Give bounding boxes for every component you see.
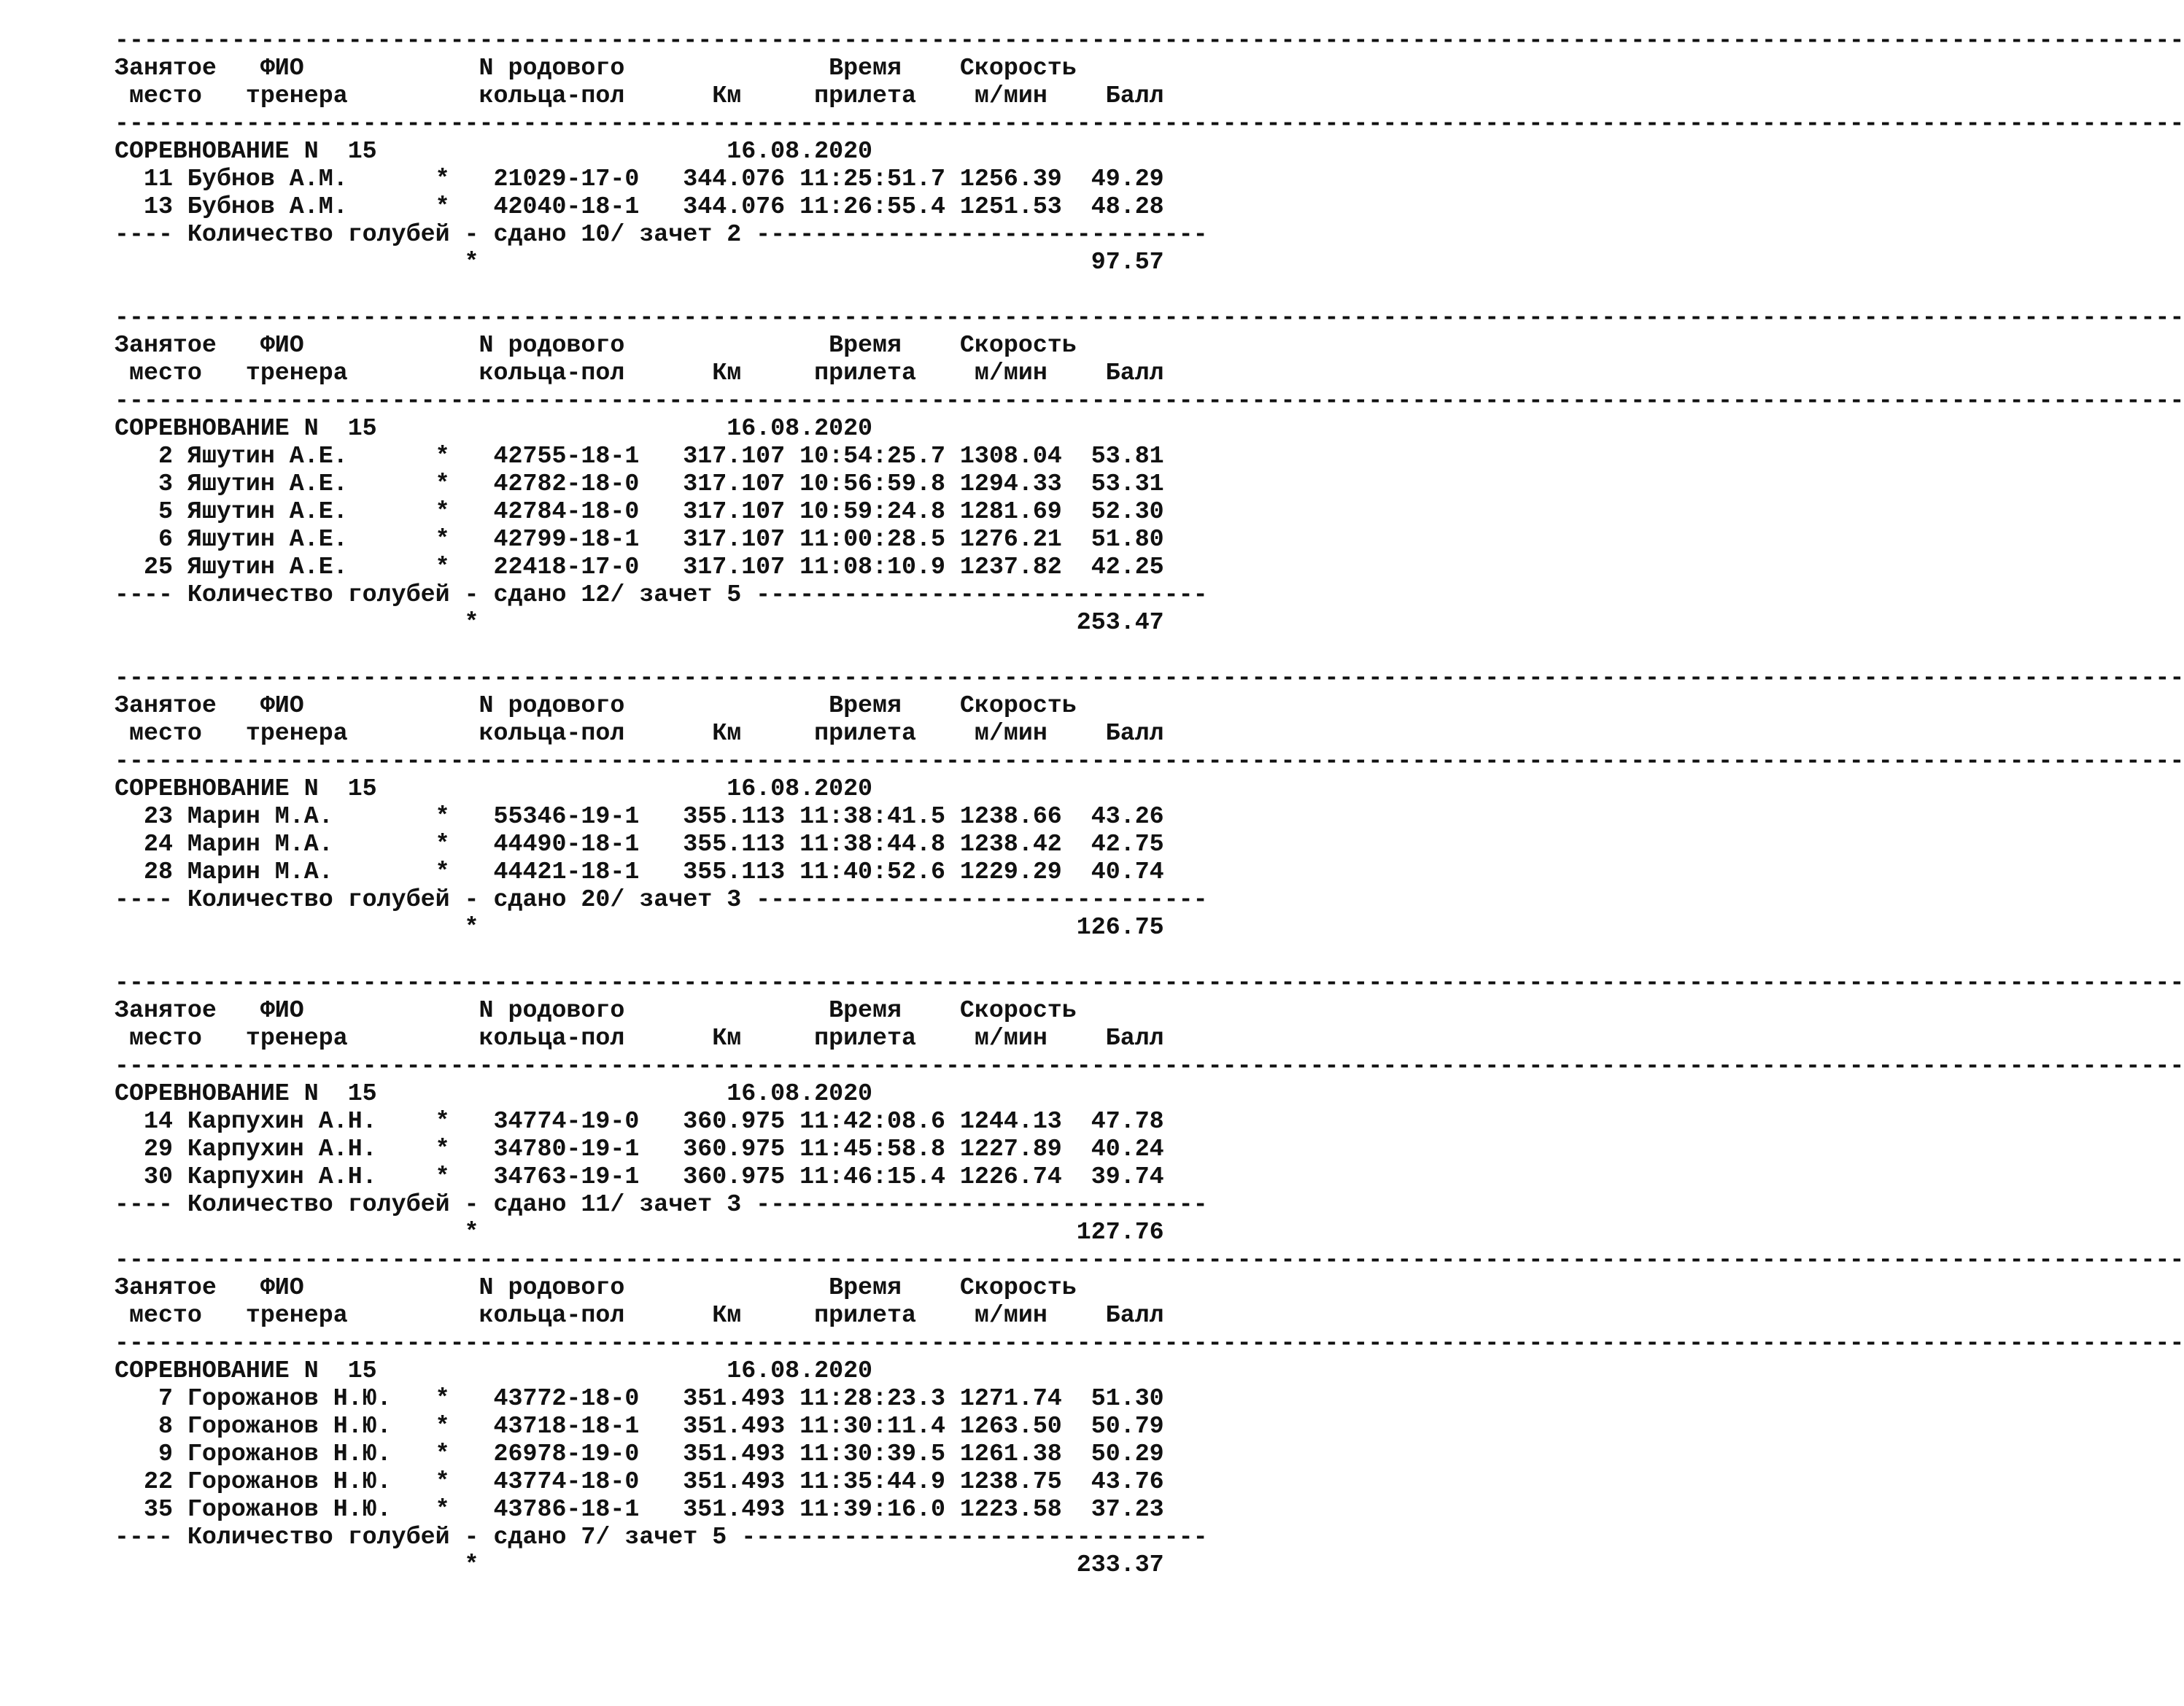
total-line: * 233.37 — [115, 1551, 1164, 1578]
trainer-block — [115, 303, 2184, 636]
column-header-line-2: место тренера кольца-пол Км прилета м/мин Балл — [115, 1024, 1164, 1052]
summary-line: ---- Количество голубей - сдано 7/ зачет 5 -------------------------------- — [115, 1523, 1208, 1551]
rule-line: ---------------------------------------------------------------------------------------------------------------------------------------------- — [115, 1052, 2184, 1079]
rule-line: ---------------------------------------------------------------------------------------------------------------------------------------------- — [115, 1329, 2184, 1357]
rule-line: ---------------------------------------------------------------------------------------------------------------------------------------------- — [115, 109, 2184, 137]
column-header-line-1: Занятое ФИО N родового Время Скорость — [115, 331, 1077, 359]
summary-line: ---- Количество голубей - сдано 11/ зачет 3 ------------------------------- — [115, 1190, 1208, 1218]
result-row: 28 Марин М.А. * 44421-18-1 355.113 11:40:52.6 1229.29 40.74 — [115, 858, 1164, 885]
column-header-line-1: Занятое ФИО N родового Время Скорость — [115, 1273, 1077, 1301]
result-row: 23 Марин М.А. * 55346-19-1 355.113 11:38:41.5 1238.66 43.26 — [115, 802, 1164, 830]
rule-line: ---------------------------------------------------------------------------------------------------------------------------------------------- — [115, 26, 2184, 54]
result-row: 7 Горожанов Н.Ю. * 43772-18-0 351.493 11:28:23.3 1271.74 51.30 — [115, 1384, 1164, 1412]
column-header-line-2: место тренера кольца-пол Км прилета м/мин Балл — [115, 1301, 1164, 1329]
rule-line: ---------------------------------------------------------------------------------------------------------------------------------------------- — [115, 387, 2184, 414]
result-row: 35 Горожанов Н.Ю. * 43786-18-1 351.493 11:39:16.0 1223.58 37.23 — [115, 1495, 1164, 1523]
rule-line: ---------------------------------------------------------------------------------------------------------------------------------------------- — [115, 1246, 2184, 1273]
competition-line: СОРЕВНОВАНИЕ N 15 16.08.2020 — [115, 775, 873, 802]
summary-line: ---- Количество голубей - сдано 20/ зачет 3 ------------------------------- — [115, 885, 1208, 913]
rule-line: ---------------------------------------------------------------------------------------------------------------------------------------------- — [115, 303, 2184, 331]
total-line: * 127.76 — [115, 1218, 1164, 1246]
competition-line: СОРЕВНОВАНИЕ N 15 16.08.2020 — [115, 414, 873, 442]
result-row: 5 Яшутин А.Е. * 42784-18-0 317.107 10:59:24.8 1281.69 52.30 — [115, 497, 1164, 525]
column-header-line-1: Занятое ФИО N родового Время Скорость — [115, 691, 1077, 719]
column-header-line-1: Занятое ФИО N родового Время Скорость — [115, 54, 1077, 82]
results-report — [115, 26, 2184, 1578]
trainer-block — [115, 26, 2184, 276]
competition-line: СОРЕВНОВАНИЕ N 15 16.08.2020 — [115, 1357, 873, 1384]
result-row: 3 Яшутин А.Е. * 42782-18-0 317.107 10:56:59.8 1294.33 53.31 — [115, 470, 1164, 497]
result-row: 22 Горожанов Н.Ю. * 43774-18-0 351.493 11:35:44.9 1238.75 43.76 — [115, 1467, 1164, 1495]
result-row: 2 Яшутин А.Е. * 42755-18-1 317.107 10:54:25.7 1308.04 53.81 — [115, 442, 1164, 470]
competition-line: СОРЕВНОВАНИЕ N 15 16.08.2020 — [115, 1079, 873, 1107]
rule-line: ---------------------------------------------------------------------------------------------------------------------------------------------- — [115, 664, 2184, 691]
rule-line: ---------------------------------------------------------------------------------------------------------------------------------------------- — [115, 747, 2184, 775]
result-row: 8 Горожанов Н.Ю. * 43718-18-1 351.493 11:30:11.4 1263.50 50.79 — [115, 1412, 1164, 1440]
trainer-block — [115, 1246, 2184, 1578]
result-row: 9 Горожанов Н.Ю. * 26978-19-0 351.493 11:30:39.5 1261.38 50.29 — [115, 1440, 1164, 1467]
column-header-line-2: место тренера кольца-пол Км прилета м/мин Балл — [115, 82, 1164, 109]
result-row: 29 Карпухин А.Н. * 34780-19-1 360.975 11:45:58.8 1227.89 40.24 — [115, 1135, 1164, 1163]
result-row: 14 Карпухин А.Н. * 34774-19-0 360.975 11:42:08.6 1244.13 47.78 — [115, 1107, 1164, 1135]
trainer-block — [115, 664, 2184, 941]
competition-line: СОРЕВНОВАНИЕ N 15 16.08.2020 — [115, 137, 873, 165]
column-header-line-2: место тренера кольца-пол Км прилета м/мин Балл — [115, 359, 1164, 387]
result-row: 30 Карпухин А.Н. * 34763-19-1 360.975 11:46:15.4 1226.74 39.74 — [115, 1163, 1164, 1190]
total-line: * 253.47 — [115, 608, 1164, 636]
rule-line: ---------------------------------------------------------------------------------------------------------------------------------------------- — [115, 969, 2184, 996]
total-line: * 97.57 — [115, 248, 1164, 276]
result-row: 13 Бубнов А.М. * 42040-18-1 344.076 11:26:55.4 1251.53 48.28 — [115, 193, 1164, 220]
result-row: 11 Бубнов А.М. * 21029-17-0 344.076 11:25:51.7 1256.39 49.29 — [115, 165, 1164, 193]
trainer-block — [115, 969, 2184, 1246]
column-header-line-2: место тренера кольца-пол Км прилета м/мин Балл — [115, 719, 1164, 747]
result-row: 6 Яшутин А.Е. * 42799-18-1 317.107 11:00:28.5 1276.21 51.80 — [115, 525, 1164, 553]
column-header-line-1: Занятое ФИО N родового Время Скорость — [115, 996, 1077, 1024]
summary-line: ---- Количество голубей - сдано 10/ зачет 2 ------------------------------- — [115, 220, 1208, 248]
result-row: 24 Марин М.А. * 44490-18-1 355.113 11:38:44.8 1238.42 42.75 — [115, 830, 1164, 858]
total-line: * 126.75 — [115, 913, 1164, 941]
summary-line: ---- Количество голубей - сдано 12/ зачет 5 ------------------------------- — [115, 581, 1208, 608]
result-row: 25 Яшутин А.Е. * 22418-17-0 317.107 11:08:10.9 1237.82 42.25 — [115, 553, 1164, 581]
